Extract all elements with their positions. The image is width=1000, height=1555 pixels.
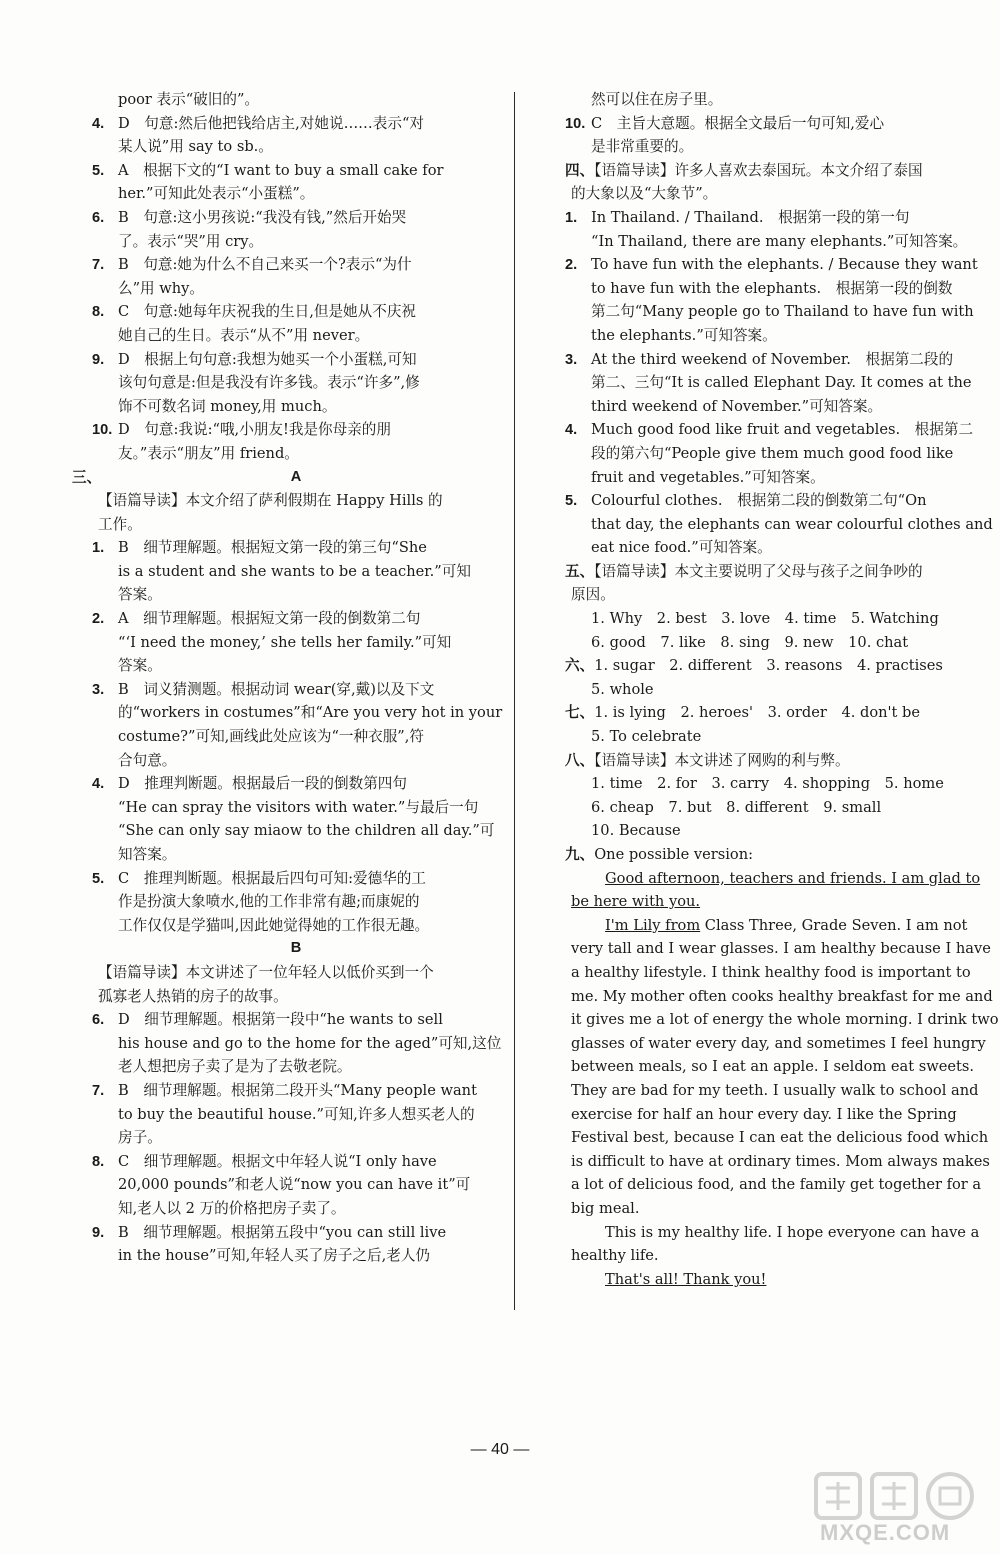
line-text: 1. is lying 2. heroes' 3. order 4. don't be bbox=[594, 704, 921, 722]
answer-line bbox=[92, 135, 500, 159]
answer-line bbox=[565, 159, 965, 183]
essay-line bbox=[565, 1055, 975, 1079]
subsection-label: B bbox=[290, 940, 302, 957]
answer-item bbox=[565, 348, 965, 372]
answer-line bbox=[92, 1126, 500, 1150]
essay-line bbox=[565, 937, 991, 961]
right-column bbox=[565, 88, 999, 1291]
answer-line bbox=[92, 442, 500, 466]
answer-line bbox=[565, 583, 965, 607]
item-number: 6. bbox=[92, 1012, 105, 1029]
essay-greeting-cont: be here with you. bbox=[571, 893, 701, 911]
essay-line bbox=[565, 1197, 965, 1221]
line-text: 第二句“Many people go to Thailand to have fun with bbox=[591, 303, 974, 321]
line-text: 1. time 2. for 3. carry 4. shopping 5. home bbox=[591, 775, 944, 793]
line-text: 知答案。 bbox=[118, 846, 177, 863]
line-text: 某人说”用 say to sb.。 bbox=[118, 138, 273, 156]
line-text: 5. whole bbox=[591, 680, 654, 698]
answer-line bbox=[92, 88, 500, 112]
line-text: D 推理判断题。根据最后一段的倒数第四句 bbox=[118, 775, 407, 793]
answer-line bbox=[92, 1032, 500, 1056]
line-text: “She can only say miaow to the children all day.”可 bbox=[118, 822, 495, 840]
answer-line bbox=[92, 914, 500, 938]
answer-line bbox=[565, 536, 965, 560]
item-number: 3. bbox=[92, 681, 105, 698]
answer-line bbox=[92, 583, 500, 607]
line-text: 是非常重要的。 bbox=[591, 138, 694, 156]
answer-line bbox=[565, 725, 965, 749]
essay-text: Festival best, because I can eat the delicious food which bbox=[571, 1129, 989, 1147]
answer-line bbox=[92, 890, 500, 914]
line-text: 1. Why 2. best 3. love 4. time 5. Watching bbox=[591, 610, 939, 628]
line-text: “He can spray the visitors with water.”与最后一句 bbox=[118, 798, 479, 816]
line-text: A 细节理解题。根据短文第一段的倒数第二句 bbox=[118, 610, 421, 628]
answer-line bbox=[565, 88, 965, 112]
answer-line bbox=[92, 371, 500, 395]
answer-line bbox=[565, 819, 965, 843]
right-answer-list bbox=[565, 88, 993, 867]
answer-line bbox=[565, 230, 968, 254]
answer-item bbox=[565, 489, 965, 513]
answer-line bbox=[92, 230, 500, 254]
item-number: 8. bbox=[92, 1153, 105, 1170]
essay-intro-underlined: I'm Lily from bbox=[605, 916, 701, 934]
line-text: 【语篇导读】本文介绍了萨利假期在 Happy Hills 的 bbox=[98, 492, 443, 510]
line-text: D 根据上句句意:我想为她买一个小蛋糕,可知 bbox=[118, 350, 417, 368]
line-text: 作是扮演大象喷水,他的工作非常有趣;而康妮的 bbox=[118, 893, 420, 911]
answer-item bbox=[92, 536, 500, 560]
essay-text: exercise for half an hour every day. I like the Spring bbox=[571, 1105, 957, 1123]
line-text: 她自己的生日。表示“从不”用 never。 bbox=[118, 326, 370, 344]
line-text: “‘I need the money,’ she tells her family.”可知 bbox=[118, 633, 452, 651]
answer-line bbox=[565, 371, 972, 395]
line-text: his house and go to the home for the aged”可知,这位 bbox=[118, 1034, 502, 1052]
line-text: D 句意:我说:“哦,小朋友!我是你母亲的朋 bbox=[118, 421, 392, 439]
essay-body bbox=[565, 914, 999, 1221]
line-text: Colourful clothes. 根据第二段的倒数第二句“On bbox=[591, 492, 927, 510]
answer-line bbox=[92, 1173, 500, 1197]
answer-line bbox=[92, 985, 500, 1009]
line-text: poor 表示“破旧的”。 bbox=[118, 91, 260, 108]
answer-line bbox=[565, 631, 965, 655]
item-number: 4. bbox=[565, 422, 578, 439]
answer-item bbox=[565, 253, 978, 277]
item-number: 5. bbox=[92, 870, 105, 887]
watermark-text: MXQE.COM bbox=[820, 1520, 951, 1545]
line-text: 工作仅仅是学猫叫,因此她觉得她的工作很无趣。 bbox=[118, 916, 430, 934]
essay-text: a lot of delicious food, and the family get together for a bbox=[571, 1176, 982, 1194]
column-divider bbox=[514, 92, 515, 1310]
line-text: in the house”可知,年轻人买了房子之后,老人仍 bbox=[118, 1247, 431, 1265]
answer-line bbox=[565, 749, 965, 773]
item-number: 2. bbox=[92, 611, 105, 628]
answer-line bbox=[92, 819, 500, 843]
answer-item bbox=[92, 300, 500, 324]
line-text: B 词义猜测题。根据动词 wear(穿,戴)以及下文 bbox=[118, 680, 435, 698]
item-number: 7. bbox=[92, 257, 105, 274]
line-text: her.”可知此处表示“小蛋糕”。 bbox=[118, 185, 315, 203]
essay-line bbox=[565, 1008, 999, 1032]
answer-line bbox=[92, 277, 500, 301]
line-text: At the third weekend of November. 根据第二段的 bbox=[591, 350, 954, 368]
answer-item bbox=[92, 1150, 500, 1174]
watermark-logo bbox=[812, 1468, 982, 1548]
section-marker: 七、 bbox=[565, 704, 595, 722]
line-text: 6. cheap 7. but 8. different 9. small bbox=[591, 798, 882, 816]
essay-closing-cont: healthy life. bbox=[571, 1247, 659, 1265]
answer-line bbox=[565, 395, 965, 419]
item-number: 10. bbox=[565, 115, 586, 132]
answer-item bbox=[92, 206, 500, 230]
line-text: 该句句意是:但是我没有许多钱。表示“许多”,修 bbox=[118, 374, 420, 392]
item-number: 3. bbox=[565, 351, 578, 368]
line-text: B 细节理解题。根据短文第一段的第三句“She bbox=[118, 539, 427, 557]
answer-line bbox=[565, 607, 965, 631]
essay-line bbox=[565, 985, 993, 1009]
line-text: 10. Because bbox=[591, 822, 681, 840]
line-text: 5. To celebrate bbox=[591, 728, 702, 746]
item-number: 4. bbox=[92, 115, 105, 132]
line-text: 合句意。 bbox=[118, 751, 177, 769]
answer-line bbox=[92, 513, 500, 537]
section-marker: 五、 bbox=[565, 562, 595, 580]
answer-item bbox=[92, 772, 500, 796]
answer-line bbox=[565, 442, 965, 466]
answer-item bbox=[92, 607, 500, 631]
line-text: One possible version: bbox=[594, 846, 754, 863]
essay-greeting: Good afternoon, teachers and friends. I am glad to bbox=[605, 869, 981, 887]
line-text: 第二、三句“It is called Elephant Day. It comes at the bbox=[591, 374, 972, 392]
answer-line bbox=[565, 135, 965, 159]
answer-line bbox=[92, 631, 500, 655]
essay-line bbox=[565, 961, 971, 985]
answer-item bbox=[92, 867, 500, 891]
essay-text: big meal. bbox=[571, 1199, 640, 1217]
line-text: the elephants.”可知答案。 bbox=[591, 326, 777, 344]
line-text: 工作。 bbox=[98, 515, 142, 533]
line-text: 知,老人以 2 万的价格把房子卖了。 bbox=[118, 1199, 346, 1217]
line-text: 友。”表示“朋友”用 friend。 bbox=[118, 444, 299, 462]
answer-line bbox=[92, 796, 500, 820]
item-number: 2. bbox=[565, 257, 578, 274]
answer-line bbox=[565, 654, 965, 678]
answer-item bbox=[92, 159, 500, 183]
answer-item bbox=[92, 1221, 500, 1245]
answer-line bbox=[565, 277, 965, 301]
line-text: 么”用 why。 bbox=[118, 279, 205, 297]
essay-line bbox=[565, 1103, 965, 1127]
essay-line bbox=[565, 914, 968, 938]
answer-line bbox=[565, 796, 965, 820]
line-text: 饰不可数名词 money,用 much。 bbox=[118, 397, 337, 415]
essay-line bbox=[565, 1150, 990, 1174]
answer-line bbox=[565, 182, 965, 206]
line-text: In Thailand. / Thailand. 根据第一段的第一句 bbox=[591, 208, 910, 226]
section-marker: 八、 bbox=[565, 751, 595, 769]
answer-item bbox=[92, 678, 500, 702]
answer-line bbox=[565, 300, 974, 324]
line-text: 20,000 pounds”和老人说“now you can have it”可 bbox=[118, 1176, 471, 1194]
section-marker: 三、 bbox=[72, 468, 102, 486]
line-text: 答案。 bbox=[118, 586, 162, 604]
line-text: Much good food like fruit and vegetables. 根据第二 bbox=[591, 421, 974, 439]
answer-item bbox=[92, 112, 500, 136]
line-text: fruit and vegetables.”可知答案。 bbox=[591, 468, 825, 486]
essay-text: a healthy lifestyle. I think healthy food is important to bbox=[571, 963, 971, 981]
line-text: D 细节理解题。根据第一段中“he wants to sell bbox=[118, 1011, 443, 1029]
answer-line bbox=[92, 1197, 500, 1221]
line-text: 房子。 bbox=[118, 1129, 162, 1147]
line-text: 的大象以及“大象节”。 bbox=[571, 185, 718, 203]
essay-closing: This is my healthy life. I hope everyone can have a bbox=[605, 1223, 980, 1241]
essay-text: glasses of water every day, and sometimes I feel hungry bbox=[571, 1034, 986, 1052]
answer-line bbox=[92, 324, 500, 348]
item-number: 4. bbox=[92, 776, 105, 793]
line-text: C 句意:她每年庆祝我的生日,但是她从不庆祝 bbox=[118, 303, 417, 321]
essay-text: is difficult to have at ordinary times. Mom always makes bbox=[571, 1152, 990, 1170]
essay-line bbox=[565, 1079, 979, 1103]
subsection-label: A bbox=[290, 468, 302, 485]
left-column bbox=[72, 88, 503, 1268]
essay-line bbox=[565, 1173, 982, 1197]
answer-line bbox=[92, 560, 500, 584]
item-number: 6. bbox=[92, 209, 105, 226]
item-number: 9. bbox=[92, 1224, 105, 1241]
line-text: costume?”可知,画线此处应该为“一种衣服”,符 bbox=[118, 728, 424, 746]
line-text: 答案。 bbox=[118, 657, 162, 675]
line-text: 段的第六句“People give them much good food like bbox=[591, 444, 954, 462]
answer-line bbox=[92, 701, 503, 725]
item-number: 7. bbox=[92, 1082, 105, 1099]
answer-line bbox=[92, 654, 500, 678]
essay-text: very tall and I wear glasses. I am healthy because I have bbox=[571, 940, 991, 958]
line-text: 原因。 bbox=[571, 586, 615, 604]
essay-text: me. My mother often cooks healthy breakfast for me and bbox=[571, 987, 993, 1005]
line-text: C 主旨大意题。根据全文最后一句可知,爱心 bbox=[591, 114, 885, 132]
answer-line bbox=[565, 678, 965, 702]
item-number: 5. bbox=[92, 162, 105, 179]
line-text: is a student and she wants to be a teacher.”可知 bbox=[118, 562, 471, 580]
line-text: B 细节理解题。根据第五段中“you can still live bbox=[118, 1223, 447, 1241]
item-number: 8. bbox=[92, 304, 105, 321]
line-text: To have fun with the elephants. / Because they want bbox=[591, 256, 978, 274]
answer-line bbox=[92, 182, 500, 206]
watermark-glyph-icon bbox=[812, 1468, 982, 1523]
answer-line bbox=[92, 843, 500, 867]
item-number: 5. bbox=[565, 493, 578, 510]
section-heading bbox=[92, 937, 500, 961]
essay-text: They are bad for my teeth. I usually walk to school and bbox=[571, 1081, 979, 1099]
line-text: C 细节理解题。根据文中年轻人说“I only have bbox=[118, 1152, 437, 1170]
essay-line bbox=[565, 1032, 986, 1056]
page-number: — 40 — bbox=[470, 1441, 530, 1458]
line-text: A 根据下文的“I want to buy a small cake for bbox=[118, 161, 444, 179]
line-text: 【语篇导读】许多人喜欢去泰国玩。本文介绍了泰国 bbox=[594, 161, 923, 179]
answer-line bbox=[565, 324, 965, 348]
line-text: that day, the elephants can wear colourful clothes and bbox=[591, 515, 993, 533]
answer-line bbox=[565, 466, 965, 490]
answer-line bbox=[92, 749, 500, 773]
answer-item bbox=[92, 418, 500, 442]
item-number: 9. bbox=[92, 351, 105, 368]
answer-line bbox=[92, 489, 500, 513]
item-number: 1. bbox=[92, 540, 105, 557]
essay-text: it gives me a lot of energy the whole morning. I drink two bbox=[571, 1011, 999, 1029]
line-text: D 句意:然后他把钱给店主,对她说……表示“对 bbox=[118, 114, 424, 132]
line-text: 了。表示“哭”用 cry。 bbox=[118, 232, 264, 250]
line-text: 的“workers in costumes”和“Are you very hot in your bbox=[118, 704, 503, 722]
essay-thanks: That's all! Thank you! bbox=[605, 1270, 767, 1288]
answer-item bbox=[92, 253, 500, 277]
line-text: to buy the beautiful house.”可知,许多人想买老人的 bbox=[118, 1105, 475, 1123]
answer-item bbox=[92, 1008, 500, 1032]
answer-item bbox=[565, 206, 965, 230]
line-text: 孤寡老人热销的房子的故事。 bbox=[98, 987, 288, 1005]
line-text: 然可以住在房子里。 bbox=[591, 91, 723, 108]
line-text: eat nice food.”可知答案。 bbox=[591, 539, 772, 557]
answer-line bbox=[92, 961, 500, 985]
section-heading bbox=[72, 466, 500, 490]
answer-line bbox=[92, 725, 500, 749]
line-text: B 句意:这小男孩说:“我没有钱,”然后开始哭 bbox=[118, 208, 407, 226]
line-text: 6. good 7. like 8. sing 9. new 10. chat bbox=[591, 633, 909, 651]
section-marker: 九、 bbox=[565, 846, 595, 863]
line-text: to have fun with the elephants. 根据第一段的倒数 bbox=[591, 279, 953, 297]
section-marker: 六、 bbox=[565, 657, 595, 675]
answer-item bbox=[92, 1079, 500, 1103]
answer-line bbox=[565, 843, 965, 867]
answer-line bbox=[565, 513, 993, 537]
line-text: C 推理判断题。根据最后四句可知:爱德华的工 bbox=[118, 869, 426, 887]
line-text: 老人想把房子卖了是为了去敬老院。 bbox=[118, 1058, 352, 1076]
essay-line bbox=[565, 1126, 989, 1150]
answer-line bbox=[92, 1103, 500, 1127]
answer-line bbox=[565, 701, 965, 725]
answer-item bbox=[565, 418, 974, 442]
item-number: 10. bbox=[92, 422, 113, 439]
line-text: 【语篇导读】本文讲述了一位年轻人以低价买到一个 bbox=[98, 963, 434, 981]
answer-line bbox=[92, 1055, 500, 1079]
line-text: “In Thailand, there are many elephants.”可知答案。 bbox=[591, 232, 968, 250]
answer-item bbox=[92, 348, 500, 372]
essay-text: between meals, so I eat an apple. I seldom eat sweets. bbox=[571, 1058, 975, 1076]
line-text: third weekend of November.”可知答案。 bbox=[591, 397, 883, 415]
line-text: B 细节理解题。根据第二段开头“Many people want bbox=[118, 1081, 477, 1099]
answer-line bbox=[92, 395, 500, 419]
sample-essay bbox=[565, 867, 999, 1292]
answer-line bbox=[92, 1244, 500, 1268]
essay-text: Class Three, Grade Seven. I am not bbox=[700, 916, 968, 934]
answer-item bbox=[565, 112, 965, 136]
answer-line bbox=[565, 560, 965, 584]
section-marker: 四、 bbox=[565, 161, 595, 179]
line-text: 【语篇导读】本文讲述了网购的利与弊。 bbox=[594, 751, 850, 769]
line-text: 【语篇导读】本文主要说明了父母与孩子之间争吵的 bbox=[594, 562, 923, 580]
line-text: 1. sugar 2. different 3. reasons 4. practises bbox=[594, 657, 943, 675]
line-text: B 句意:她为什么不自己来买一个?表示“为什 bbox=[118, 256, 412, 274]
answer-line bbox=[565, 772, 965, 796]
item-number: 1. bbox=[565, 209, 578, 226]
